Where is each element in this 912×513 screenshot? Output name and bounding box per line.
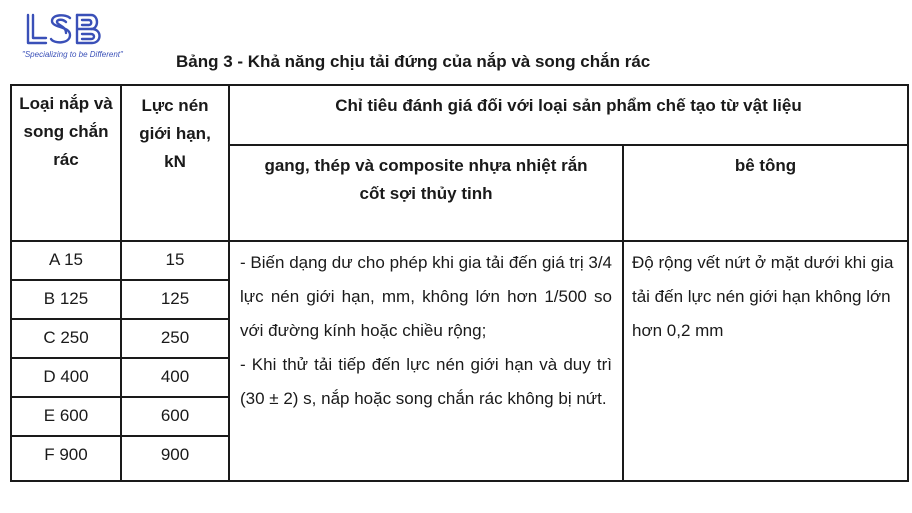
- row-code: C 250: [11, 319, 121, 358]
- header-type: [11, 85, 121, 241]
- header-criteria: [229, 85, 908, 145]
- header-material-1-text: gang, thép và composite nhựa nhiệt rắn cốt sợi thủy tinh: [264, 156, 588, 203]
- header-load: [121, 85, 229, 241]
- row-load: 900: [121, 436, 229, 481]
- table-row: [11, 241, 908, 280]
- row-code: E 600: [11, 397, 121, 436]
- logo-slogan: "Specializing to be Different": [22, 50, 123, 59]
- criteria-material-1: [229, 241, 623, 481]
- row-load: 15: [121, 241, 229, 280]
- load-capacity-table: [10, 84, 909, 482]
- row-load: 250: [121, 319, 229, 358]
- row-code: A 15: [11, 241, 121, 280]
- header-material-2-text: bê tông: [734, 156, 797, 175]
- header-type-text: Loại nắp và song chắn rác: [19, 94, 113, 169]
- row-code: F 900: [11, 436, 121, 481]
- criteria-2-text: Độ rộng vết nứt ở mặt dưới khi gia tải đến lực nén giới hạn không lớn hơn 0,2 mm: [632, 253, 894, 340]
- row-code: D 400: [11, 358, 121, 397]
- header-row-1: [11, 85, 908, 145]
- criteria-1-item: - Biến dạng dư cho phép khi gia tải đến giá trị 3/4 lực nén giới hạn, mm, không lớn hơn 1/500 so với đường kính hoặc chiều rộng;: [240, 253, 612, 340]
- header-material-1: [229, 145, 623, 241]
- table-title: Bảng 3 - Khả năng chịu tải đứng của nắp và song chắn rác: [176, 52, 651, 71]
- header-load-text: Lực nén giới hạn, kN: [139, 96, 211, 171]
- row-load: 125: [121, 280, 229, 319]
- header-material-2: [623, 145, 908, 241]
- criteria-material-2: [623, 241, 908, 481]
- criteria-1-item: - Khi thử tải tiếp đến lực nén giới hạn và duy trì (30 ± 2) s, nắp hoặc song chắn rác không bị nứt.: [240, 355, 612, 408]
- lsb-logo-icon: [22, 12, 106, 48]
- row-code: B 125: [11, 280, 121, 319]
- header-criteria-text: Chỉ tiêu đánh giá đối với loại sản phẩm chế tạo từ vật liệu: [335, 96, 802, 115]
- row-load: 600: [121, 397, 229, 436]
- row-load: 400: [121, 358, 229, 397]
